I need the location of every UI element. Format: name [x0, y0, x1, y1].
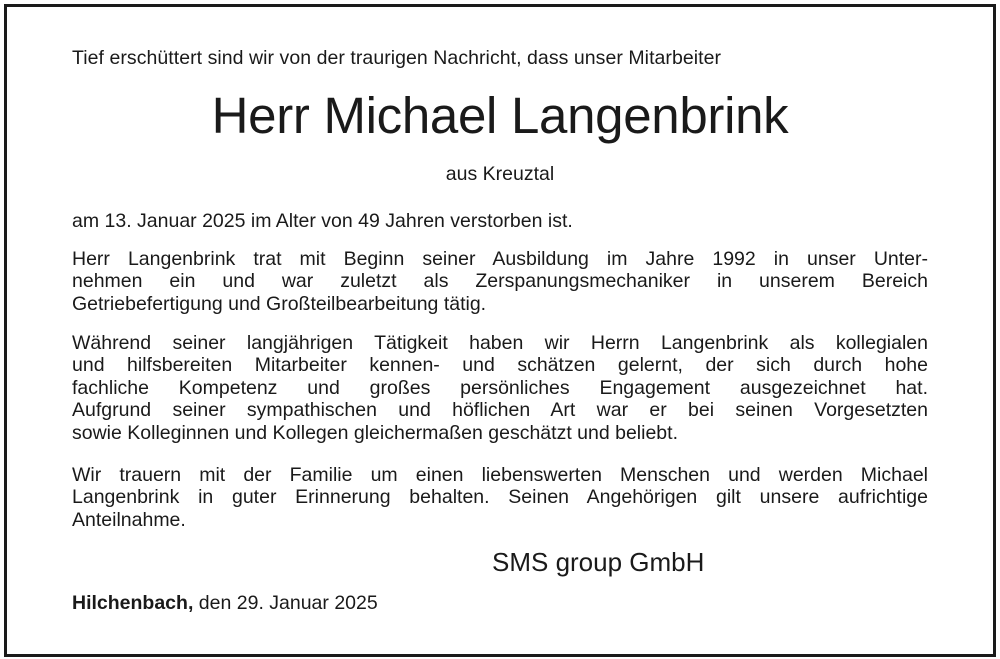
place-text: Hilchenbach,	[72, 592, 194, 614]
origin-text: aus Kreuztal	[445, 163, 555, 185]
paragraph-line: Aufgrund seiner sympathischen und höflichen Art war er bei seinen Vorgesetzten	[72, 399, 928, 422]
paragraph-appreciation	[72, 332, 928, 444]
paragraph-career	[72, 248, 928, 315]
death-date-text: am 13. Januar 2025 im Alter von 49 Jahren verstorben ist.	[72, 210, 573, 232]
intro-text: Tief erschüttert sind wir von der traurigen Nachricht, dass unser Mitarbeiter	[72, 47, 722, 69]
deceased-name: Herr Michael Langenbrink	[211, 87, 789, 144]
paragraph-line: nehmen ein und war zuletzt als Zerspanungsmechaniker in unserem Bereich	[72, 270, 928, 293]
paragraph-condolence	[72, 464, 928, 531]
paragraph-line: Langenbrink in guter Erinnerung behalten. Seinen Angehörigen gilt unsere aufrichtige	[72, 486, 928, 509]
paragraph-line: Anteilnahme.	[72, 508, 186, 531]
paragraph-line: fachliche Kompetenz und großes persönliches Engagement ausgezeichnet hat.	[72, 376, 928, 399]
paragraph-line: Während seiner langjährigen Tätigkeit haben wir Herrn Langenbrink als kollegialen	[72, 332, 928, 354]
paragraph-line: Wir trauern mit der Familie um einen liebenswerten Menschen und werden Michael	[72, 464, 928, 486]
paragraph-line: Getriebefertigung und Großteilbearbeitung tätig.	[72, 292, 487, 315]
company-signature: SMS group GmbH	[492, 547, 705, 577]
paragraph-line: sowie Kolleginnen und Kollegen gleichermaßen geschätzt und beliebt.	[72, 421, 678, 444]
place-and-date	[72, 592, 378, 615]
paragraph-line: Herr Langenbrink trat mit Beginn seiner Ausbildung im Jahre 1992 in unser Unter-	[72, 248, 928, 270]
paragraph-line: und hilfsbereiten Mitarbeiter kennen- und schätzen gelernt, der sich durch hohe	[72, 354, 928, 377]
date-text: den 29. Januar 2025	[198, 592, 378, 614]
